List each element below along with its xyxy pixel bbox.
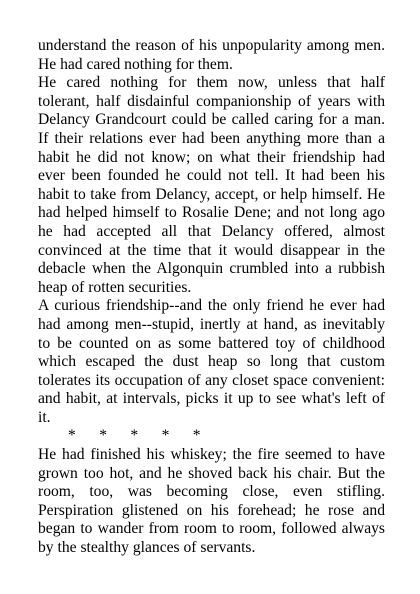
paragraph-curious-friendship: A curious friendship--and the only friend he ever had had among men--stupid, inertly at hand, as inevitably to be counted on as some battered toy of childhood which escaped the dust heap so long that custom tolerates its occupation of any closet space convenient: and habit, at intervals, picks it up to see what's left of it.: [38, 297, 385, 426]
section-separator: * * * * *: [68, 427, 201, 445]
paragraph-whiskey: He had finished his whiskey; the fire seemed to have grown too hot, and he shoved back his chair. But the room, too, was becoming close, even stifling. Perspiration glistened on his forehead; he rose and began to wander from room to room, followed always by the stealthy glances of servants.: [38, 446, 385, 557]
book-page: [38, 37, 385, 558]
paragraph-friendship-habit: He cared nothing for them now, unless that half tolerant, half disdainful companionship of years with Delancy Grandcourt could be called caring for a man. If their relations ever had been anything more than a habit he did not know; on what their friendship had ever been founded he could not tell. It had been his habit to take from Delancy, accept, or help himself. He had helped himself to Rosalie Dene; and not long ago he had accepted all that Delancy offered, almost convinced at the time that it would disappear in the debacle when the Algonquin crumbled into a rubbish heap of rotten securities.: [38, 74, 385, 296]
paragraph-continuation: understand the reason of his unpopularity among men. He had cared nothing for them.: [38, 37, 385, 73]
